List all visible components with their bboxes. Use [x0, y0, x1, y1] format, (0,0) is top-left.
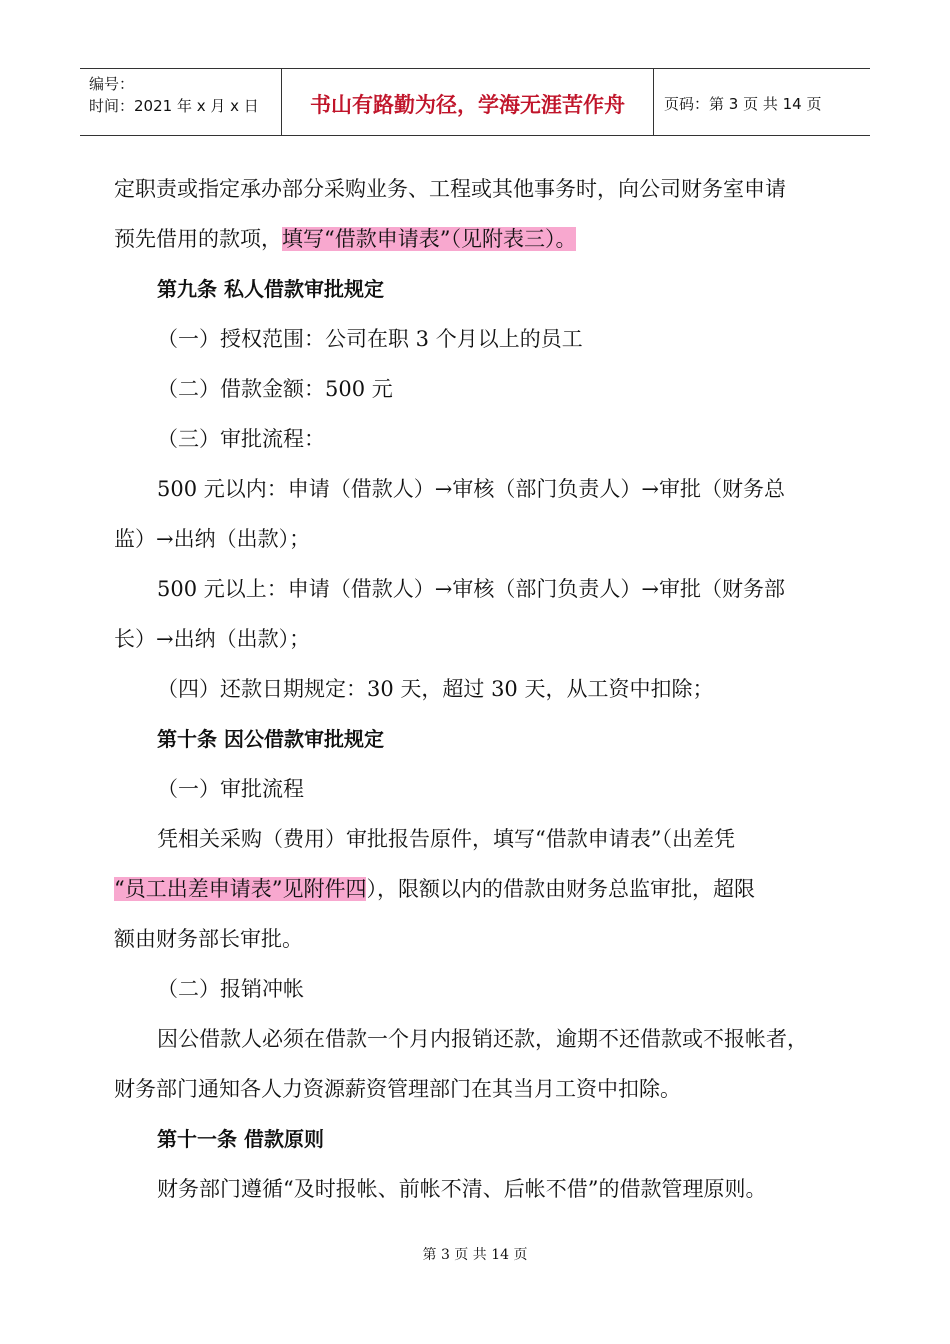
document-number-label: 编号：: [89, 75, 135, 93]
header-meta: [80, 69, 282, 135]
article-9-item-4: （四）还款日期规定：30 天，超过 30 天，从工资中扣除；: [157, 677, 714, 701]
document-date: 时间：2021 年 x 月 x 日: [89, 97, 259, 115]
article-10-item-1: （一）审批流程: [157, 777, 304, 801]
article-10-item-2: （二）报销冲帐: [157, 977, 304, 1001]
paragraph-line: 定职责或指定承办部分采购业务、工程或其他事务时，向公司财务室申请: [114, 177, 786, 201]
paragraph-line: 凭相关采购（费用）审批报告原件，填写“借款申请表”（出差凭: [157, 827, 735, 851]
text-span: ），限额以内的借款由财务总监审批，超限: [366, 877, 755, 901]
article-9-item-3: （三）审批流程：: [157, 427, 325, 451]
text-span: 预先借用的款项，: [114, 227, 282, 251]
paragraph-line: [114, 214, 854, 264]
page-header: [80, 68, 870, 136]
highlighted-text: 填写“借款申请表”（见附表三）。: [282, 227, 577, 251]
paragraph-line: 财务部门通知各人力资源薪资管理部门在其当月工资中扣除。: [114, 1077, 681, 1101]
flow-under-500: 500 元以内：申请（借款人）→审核（部门负责人）→审批（财务总: [157, 477, 785, 501]
article-9-item-1: （一）授权范围：公司在职 3 个月以上的员工: [157, 327, 583, 351]
header-page-info: 页码：第 3 页 共 14 页: [664, 94, 822, 113]
document-body: [114, 164, 854, 1214]
flow-over-500-cont: 长）→出纳（出款）；: [114, 627, 311, 651]
paragraph-line: 额由财务部长审批。: [114, 927, 303, 951]
article-11-heading: 第十一条 借款原则: [157, 1127, 324, 1151]
page-footer: 第 3 页 共 14 页: [422, 1247, 528, 1263]
article-9-item-2: （二）借款金额：500 元: [157, 377, 393, 401]
article-10-heading: 第十条 因公借款审批规定: [157, 727, 384, 751]
flow-under-500-cont: 监）→出纳（出款）；: [114, 527, 311, 551]
paragraph-line: 因公借款人必须在借款一个月内报销还款，逾期不还借款或不报帐者，: [157, 1027, 808, 1051]
highlighted-text: “员工出差申请表”见附件四: [114, 877, 367, 901]
paragraph-line: 财务部门遵循“及时报帐、前帐不清、后帐不借”的借款管理原则。: [157, 1177, 767, 1201]
article-9-heading: 第九条 私人借款审批规定: [157, 277, 384, 301]
paragraph-line: [114, 864, 854, 914]
flow-over-500: 500 元以上：申请（借款人）→审核（部门负责人）→审批（财务部: [157, 577, 785, 601]
header-motto: 书山有路勤为径，学海无涯苦作舟: [282, 69, 654, 135]
